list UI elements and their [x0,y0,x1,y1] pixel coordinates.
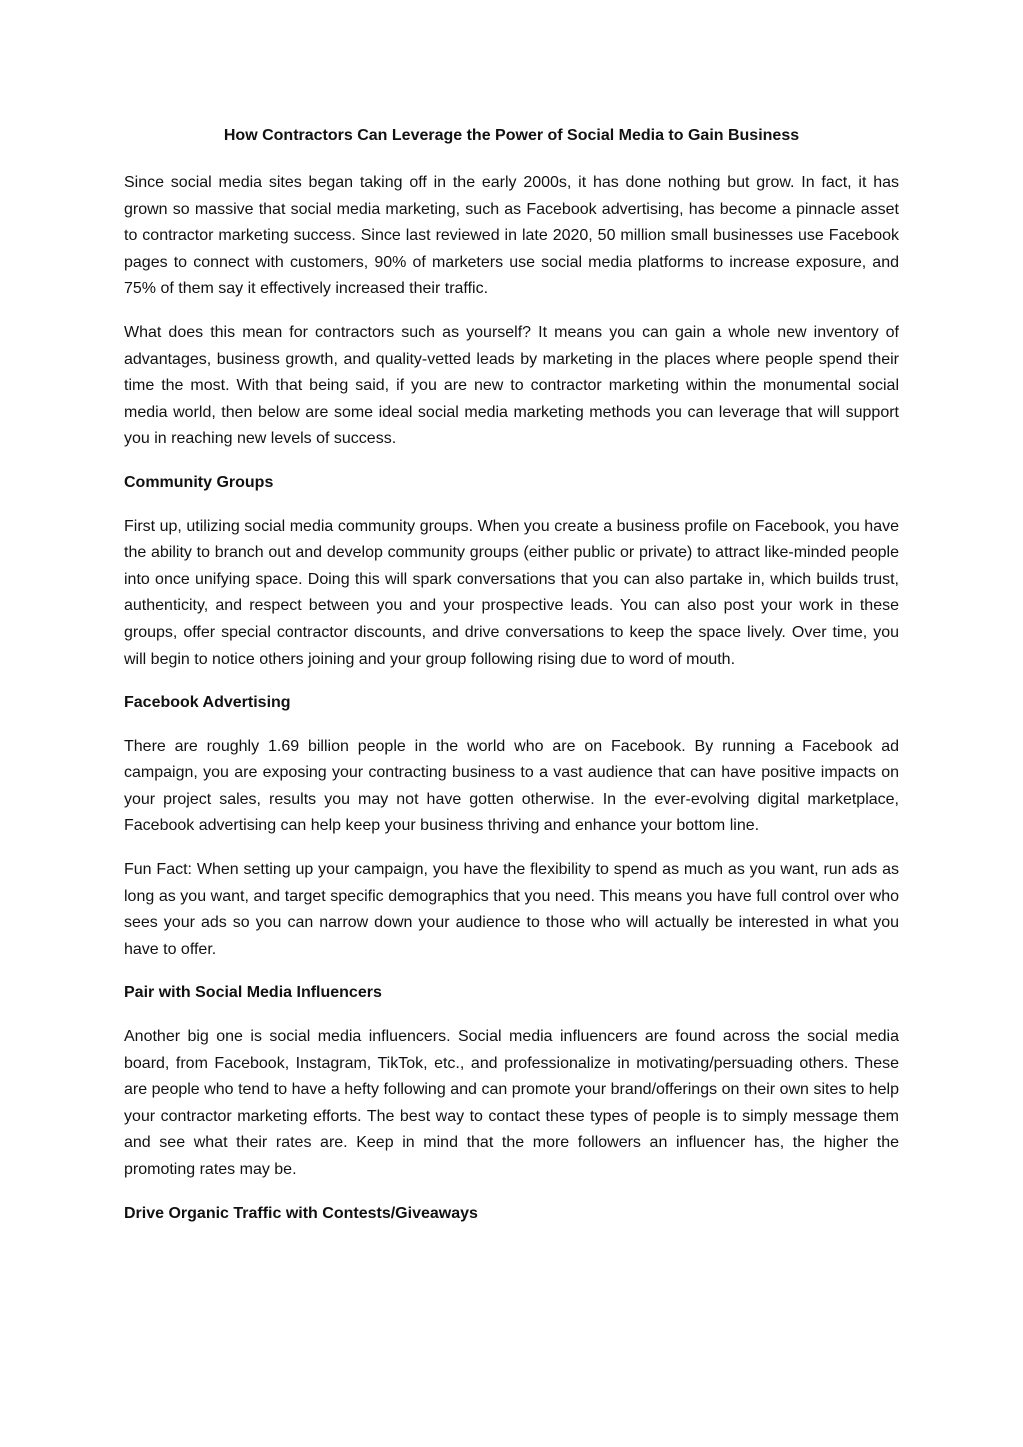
document-title: How Contractors Can Leverage the Power of Social Media to Gain Business [223,127,800,144]
section-heading-contests-giveaways: Drive Organic Traffic with Contests/Giveaways [124,1204,478,1222]
section-heading-influencers: Pair with Social Media Influencers [124,984,382,1002]
document-page [124,124,899,1244]
intro-paragraph-2: What does this mean for contractors such as yourself? It means you can gain a whole new inventory of advantages, business growth, and quality-vetted leads by marketing in the places where people spend their time the most. With that being said, if you are new to contractor marketing within the monumental social media world, then below are some ideal social media marketing methods you can leverage that will support you in reaching new levels of success. [124,323,899,448]
facebook-advertising-paragraph-1: There are roughly 1.69 billion people in the world who are on Facebook. By running a Facebook ad campaign, you are exposing your contracting business to a vast audience that can have positive impacts on your project sales, results you may not have gotten otherwise. In the ever-evolving digital marketplace, Facebook advertising can help keep your business thriving and enhance your bottom line. [124,737,899,835]
section-heading-facebook-advertising: Facebook Advertising [124,694,291,712]
community-groups-paragraph: First up, utilizing social media community groups. When you create a business profile on Facebook, you have the ability to branch out and develop community groups (either public or private) to attract like-minded people into once unifying space. Doing this will spark conversations that you can also partake in, which builds trust, authenticity, and respect between you and your prospective leads. You can also post your work in these groups, offer special contractor discounts, and drive conversations to keep the space lively. Over time, you will begin to notice others joining and your group following rising due to word of mouth. [124,517,899,668]
facebook-advertising-paragraph-2: Fun Fact: When setting up your campaign, you have the flexibility to spend as much as you want, run ads as long as you want, and target specific demographics that you need. This means you have full control over who sees your ads so you can narrow down your audience to those who will actually be interested in what you have to offer. [124,861,899,958]
influencers-paragraph: Another big one is social media influencers. Social media influencers are found across the social media board, from Facebook, Instagram, TikTok, etc., and professionalize in motivating/persuading others. These are people who tend to have a hefty following and can promote your brand/offerings on their own sites to help your contractor marketing efforts. The best way to contact these types of people is to simply message them and see what their rates are. Keep in mind that the more followers an influencer has, the higher the promoting rates may be. [124,1028,899,1178]
intro-paragraph-1: Since social media sites began taking off in the early 2000s, it has done nothing but grow. In fact, it has grown so massive that social media marketing, such as Facebook advertising, has become a pinnacle asset to contractor marketing success. Since last reviewed in late 2020, 50 million small businesses use Facebook pages to connect with customers, 90% of marketers use social media platforms to increase exposure, and 75% of them say it effectively increased their traffic. [124,174,899,298]
section-heading-community-groups: Community Groups [124,473,274,491]
